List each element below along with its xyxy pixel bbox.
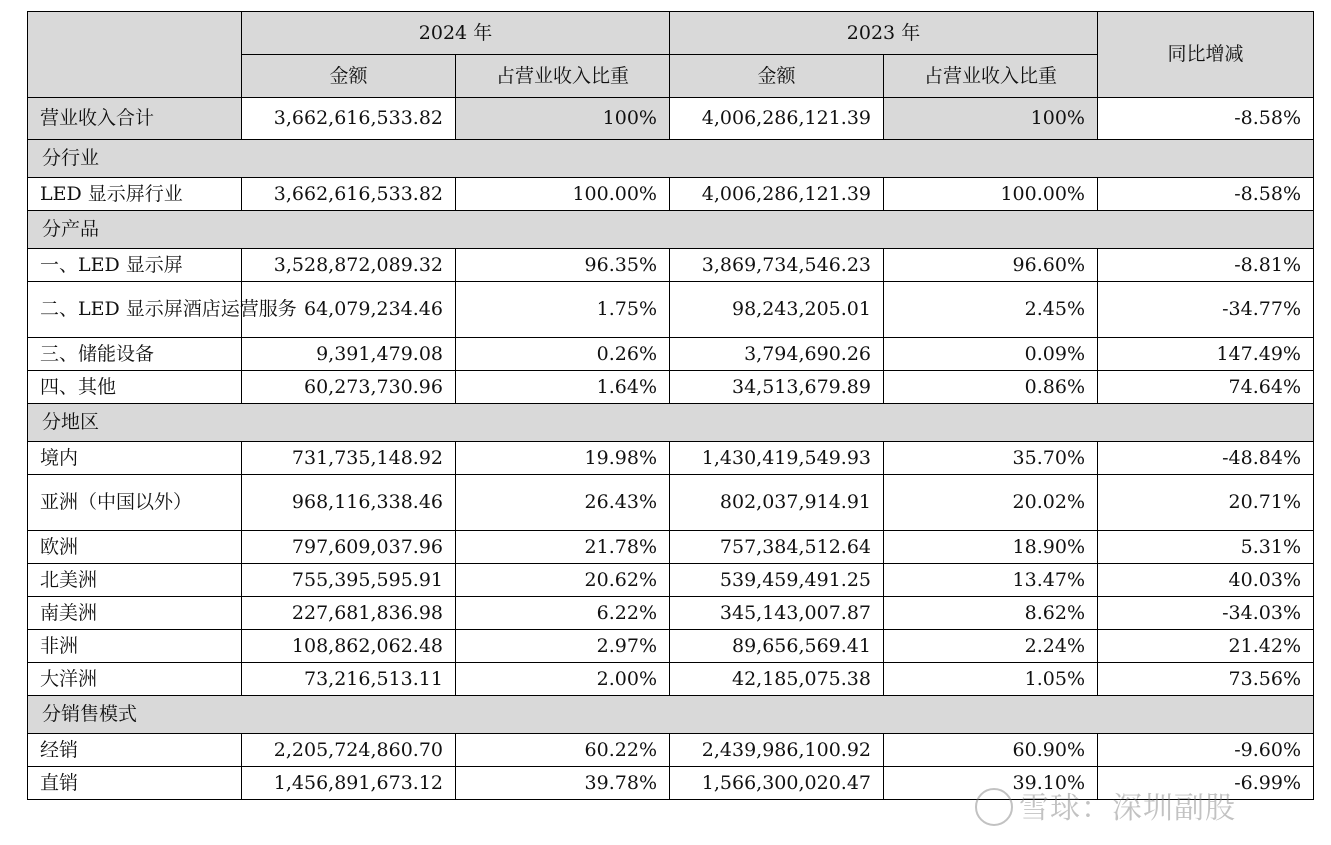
yoy-change: 21.42% [1098, 630, 1314, 663]
row-label: 一、LED 显示屏 [28, 249, 242, 282]
row-label: LED 显示屏行业 [28, 178, 242, 211]
share-2023: 35.70% [884, 442, 1098, 475]
section-product [28, 211, 1314, 249]
yoy-change: 147.49% [1098, 338, 1314, 371]
yoy-change: 73.56% [1098, 663, 1314, 696]
share-2024: 1.64% [456, 371, 670, 404]
table-row [28, 442, 1314, 475]
yoy-change: -48.84% [1098, 442, 1314, 475]
header-year-2024: 2024 年 [242, 12, 670, 55]
row-label: 非洲 [28, 630, 242, 663]
header-share-2024: 占营业收入比重 [456, 55, 670, 98]
share-2024: 26.43% [456, 475, 670, 531]
share-2023: 100.00% [884, 178, 1098, 211]
table-row [28, 475, 1314, 531]
share-2023: 0.09% [884, 338, 1098, 371]
amount-2023: 757,384,512.64 [670, 531, 884, 564]
row-label: 境内 [28, 442, 242, 475]
yoy-change: 20.71% [1098, 475, 1314, 531]
share-2024: 0.26% [456, 338, 670, 371]
row-label: 营业收入合计 [28, 98, 242, 140]
header-corner-cell [28, 12, 242, 98]
amount-2023: 98,243,205.01 [670, 282, 884, 338]
header-year-2023: 2023 年 [670, 12, 1098, 55]
yoy-change: -8.81% [1098, 249, 1314, 282]
table-row [28, 531, 1314, 564]
share-2023: 96.60% [884, 249, 1098, 282]
row-label: 经销 [28, 734, 242, 767]
amount-2024: 108,862,062.48 [242, 630, 456, 663]
yoy-change: -6.99% [1098, 767, 1314, 800]
header-yoy: 同比增减 [1098, 12, 1314, 98]
yoy-change: -8.58% [1098, 98, 1314, 140]
amount-2023: 34,513,679.89 [670, 371, 884, 404]
section-sales-mode [28, 696, 1314, 734]
amount-2023: 1,430,419,549.93 [670, 442, 884, 475]
share-2024: 96.35% [456, 249, 670, 282]
row-label: 北美洲 [28, 564, 242, 597]
share-2023: 20.02% [884, 475, 1098, 531]
table-row [28, 734, 1314, 767]
amount-2024: 64,079,234.46 [242, 282, 456, 338]
section-region [28, 404, 1314, 442]
amount-2023: 4,006,286,121.39 [670, 98, 884, 140]
share-2023: 2.45% [884, 282, 1098, 338]
revenue-breakdown-table [27, 11, 1314, 800]
share-2024: 100% [456, 98, 670, 140]
share-2023: 1.05% [884, 663, 1098, 696]
share-2024: 1.75% [456, 282, 670, 338]
table-row [28, 338, 1314, 371]
share-2024: 19.98% [456, 442, 670, 475]
share-2023: 13.47% [884, 564, 1098, 597]
amount-2023: 3,794,690.26 [670, 338, 884, 371]
yoy-change: -34.03% [1098, 597, 1314, 630]
amount-2024: 227,681,836.98 [242, 597, 456, 630]
amount-2024: 73,216,513.11 [242, 663, 456, 696]
row-label: 南美洲 [28, 597, 242, 630]
section-industry [28, 140, 1314, 178]
amount-2024: 3,662,616,533.82 [242, 98, 456, 140]
share-2024: 2.97% [456, 630, 670, 663]
amount-2023: 539,459,491.25 [670, 564, 884, 597]
yoy-change: 5.31% [1098, 531, 1314, 564]
row-label: 大洋洲 [28, 663, 242, 696]
yoy-change: 74.64% [1098, 371, 1314, 404]
header-amount-2024: 金额 [242, 55, 456, 98]
header-row-years [28, 12, 1314, 55]
row-label: 四、其他 [28, 371, 242, 404]
share-2024: 2.00% [456, 663, 670, 696]
amount-2023: 3,869,734,546.23 [670, 249, 884, 282]
share-2024: 20.62% [456, 564, 670, 597]
share-2023: 100% [884, 98, 1098, 140]
table-row [28, 564, 1314, 597]
amount-2024: 3,662,616,533.82 [242, 178, 456, 211]
table-row [28, 663, 1314, 696]
amount-2024: 60,273,730.96 [242, 371, 456, 404]
table-row [28, 371, 1314, 404]
share-2023: 0.86% [884, 371, 1098, 404]
header-amount-2023: 金额 [670, 55, 884, 98]
amount-2024: 9,391,479.08 [242, 338, 456, 371]
amount-2024: 968,116,338.46 [242, 475, 456, 531]
amount-2024: 755,395,595.91 [242, 564, 456, 597]
amount-2023: 42,185,075.38 [670, 663, 884, 696]
row-label: 三、储能设备 [28, 338, 242, 371]
section-title: 分销售模式 [28, 696, 1314, 734]
section-title: 分产品 [28, 211, 1314, 249]
yoy-change: -34.77% [1098, 282, 1314, 338]
share-2023: 60.90% [884, 734, 1098, 767]
share-2023: 2.24% [884, 630, 1098, 663]
amount-2024: 3,528,872,089.32 [242, 249, 456, 282]
row-label: 亚洲（中国以外） [28, 475, 242, 531]
amount-2024: 1,456,891,673.12 [242, 767, 456, 800]
table-row [28, 178, 1314, 211]
share-2024: 6.22% [456, 597, 670, 630]
amount-2023: 1,566,300,020.47 [670, 767, 884, 800]
yoy-change: 40.03% [1098, 564, 1314, 597]
share-2023: 18.90% [884, 531, 1098, 564]
row-label: 欧洲 [28, 531, 242, 564]
amount-2023: 345,143,007.87 [670, 597, 884, 630]
table-row [28, 630, 1314, 663]
table-row [28, 282, 1314, 338]
share-2023: 8.62% [884, 597, 1098, 630]
total-row [28, 98, 1314, 140]
section-title: 分行业 [28, 140, 1314, 178]
yoy-change: -8.58% [1098, 178, 1314, 211]
share-2023: 39.10% [884, 767, 1098, 800]
share-2024: 60.22% [456, 734, 670, 767]
share-2024: 100.00% [456, 178, 670, 211]
share-2024: 39.78% [456, 767, 670, 800]
amount-2024: 731,735,148.92 [242, 442, 456, 475]
watermark-text: 雪球：深圳副股 [1019, 791, 1236, 826]
share-2024: 21.78% [456, 531, 670, 564]
table-row [28, 597, 1314, 630]
yoy-change: -9.60% [1098, 734, 1314, 767]
amount-2023: 4,006,286,121.39 [670, 178, 884, 211]
header-share-2023: 占营业收入比重 [884, 55, 1098, 98]
row-label: 二、LED 显示屏酒店运营服务 [28, 282, 242, 338]
table-row [28, 249, 1314, 282]
section-title: 分地区 [28, 404, 1314, 442]
row-label: 直销 [28, 767, 242, 800]
amount-2024: 797,609,037.96 [242, 531, 456, 564]
amount-2023: 2,439,986,100.92 [670, 734, 884, 767]
amount-2023: 802,037,914.91 [670, 475, 884, 531]
amount-2024: 2,205,724,860.70 [242, 734, 456, 767]
watermark [975, 783, 1236, 829]
snowball-logo-icon [975, 788, 1013, 826]
amount-2023: 89,656,569.41 [670, 630, 884, 663]
